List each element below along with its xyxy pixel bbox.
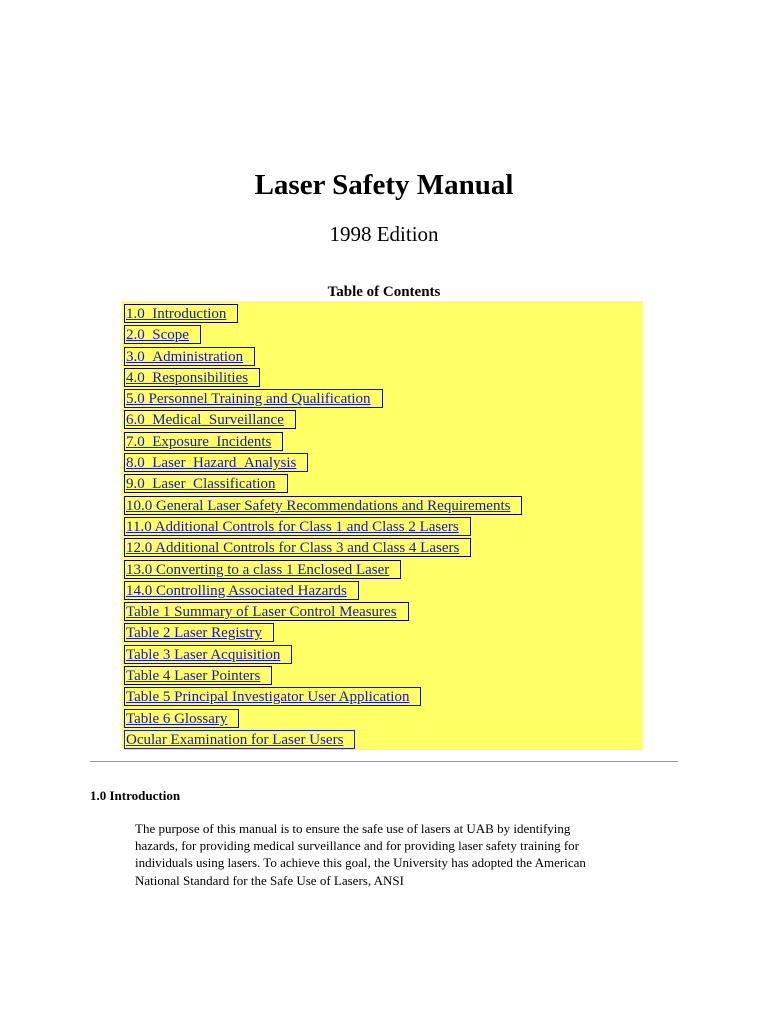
toc-link-table-5[interactable]: Table 5 Principal Investigator User Application (124, 687, 421, 706)
toc-link-personnel-training[interactable]: 5.0 Personnel Training and Qualification (124, 389, 383, 408)
toc-item (124, 495, 522, 516)
toc-link-table-2[interactable]: Table 2 Laser Registry (124, 623, 274, 642)
toc-item (124, 473, 522, 494)
toc-item (124, 708, 522, 729)
toc-link-exposure-incidents[interactable]: 7.0_Exposure_Incidents (124, 432, 283, 451)
toc-item (124, 516, 522, 537)
edition-subtitle: 1998 Edition (329, 222, 439, 246)
toc-link-introduction[interactable]: 1.0_Introduction (124, 304, 238, 323)
toc-item (124, 346, 522, 367)
horizontal-divider (90, 761, 678, 762)
toc-link-class-3-4-controls[interactable]: 12.0 Additional Controls for Class 3 and Class 4 Lasers (124, 538, 471, 557)
document-title: Laser Safety Manual (254, 169, 514, 201)
toc-item (124, 303, 522, 324)
toc-item (124, 452, 522, 473)
toc-item (124, 644, 522, 665)
toc-link-general-recommendations[interactable]: 10.0 General Laser Safety Recommendations and Requirements (124, 496, 522, 515)
toc-item (124, 388, 522, 409)
toc-link-responsibilities[interactable]: 4.0_Responsibilities (124, 368, 260, 387)
toc-item (124, 559, 522, 580)
toc-item (124, 665, 522, 686)
toc-item (124, 324, 522, 345)
toc-item (124, 367, 522, 388)
toc-link-table-4[interactable]: Table 4 Laser Pointers (124, 666, 272, 685)
toc-link-administration[interactable]: 3.0_Administration (124, 347, 255, 366)
toc-item (124, 580, 522, 601)
table-of-contents (122, 301, 643, 750)
toc-link-class-1-2-controls[interactable]: 11.0 Additional Controls for Class 1 and Class 2 Lasers (124, 517, 471, 536)
toc-item (124, 729, 522, 750)
toc-item (124, 409, 522, 430)
toc-item (124, 686, 522, 707)
toc-link-laser-hazard-analysis[interactable]: 8.0_Laser_Hazard_Analysis (124, 453, 308, 472)
toc-item (124, 622, 522, 643)
toc-item (124, 431, 522, 452)
toc-link-table-3[interactable]: Table 3 Laser Acquisition (124, 645, 292, 664)
toc-link-table-6[interactable]: Table 6 Glossary (124, 709, 239, 728)
toc-link-medical-surveillance[interactable]: 6.0_Medical_Surveillance (124, 410, 296, 429)
toc-list (124, 303, 522, 750)
toc-item (124, 601, 522, 622)
toc-link-laser-classification[interactable]: 9.0_Laser_Classification (124, 474, 288, 493)
toc-item (124, 537, 522, 558)
toc-link-table-1[interactable]: Table 1 Summary of Laser Control Measures (124, 602, 409, 621)
toc-link-class-1-enclosed[interactable]: 13.0 Converting to a class 1 Enclosed Laser (124, 560, 401, 579)
section-paragraph: The purpose of this manual is to ensure the safe use of lasers at UAB by identifying hazards, for providing medical surveillance and for providing laser safety training for individuals using lasers. To achieve this goal, the University has adopted the American National Standard for the Safe Use of Lasers, ANSI (135, 821, 586, 888)
toc-heading: Table of Contents (327, 284, 441, 300)
section-heading: 1.0 Introduction (90, 788, 181, 803)
toc-link-ocular-examination[interactable]: Ocular Examination for Laser Users (124, 730, 355, 749)
toc-link-scope[interactable]: 2.0_Scope (124, 325, 201, 344)
toc-link-associated-hazards[interactable]: 14.0 Controlling Associated Hazards (124, 581, 359, 600)
